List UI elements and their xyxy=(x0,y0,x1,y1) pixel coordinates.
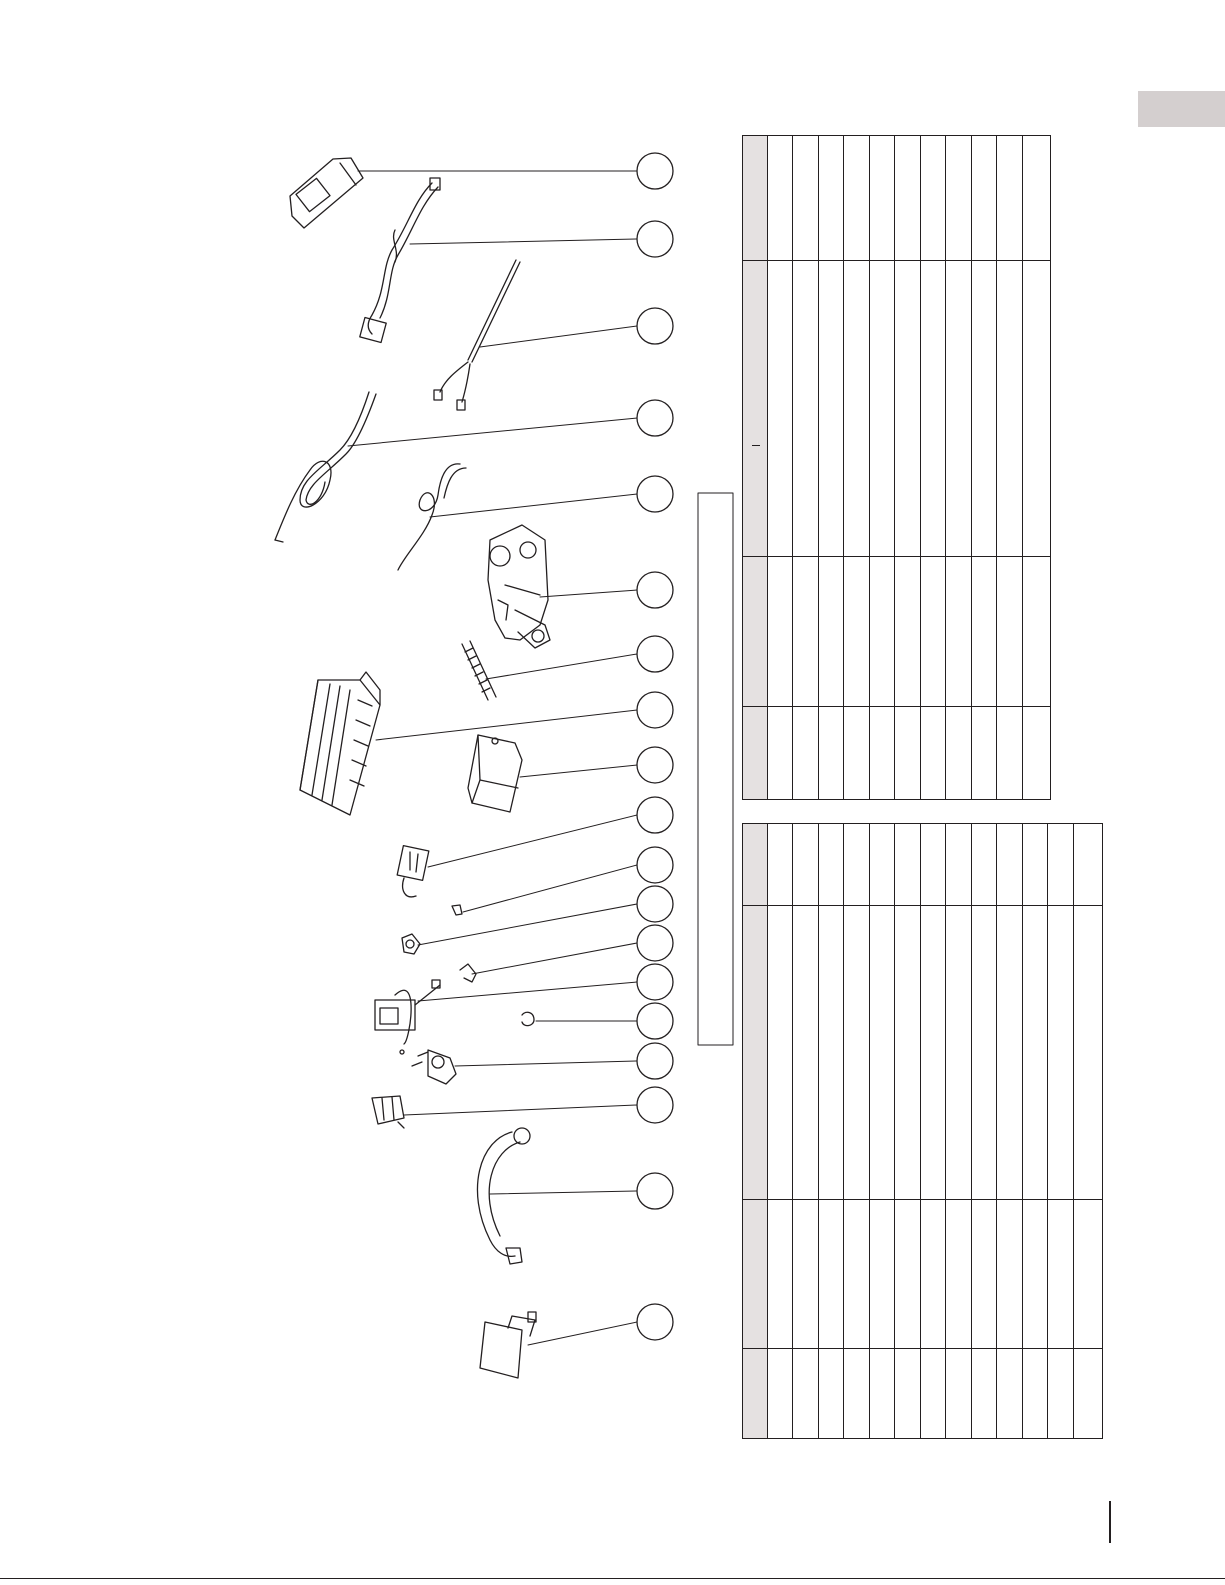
callout-circle-13 xyxy=(637,925,673,961)
bracket-clip-part xyxy=(460,964,476,982)
leader-line-17 xyxy=(404,1105,637,1115)
leader-line-9 xyxy=(520,765,637,777)
gas-valve-part xyxy=(488,525,550,648)
table-shade-column xyxy=(743,824,767,1438)
control-module-part xyxy=(300,672,380,815)
leader-line-16 xyxy=(455,1061,637,1066)
leader-line-13 xyxy=(472,943,637,974)
switch-part xyxy=(397,846,429,897)
callout-circle-16 xyxy=(637,1043,673,1079)
flexible-hose-part xyxy=(275,392,376,542)
callout-circle-9 xyxy=(637,747,673,783)
dash-mark xyxy=(752,445,760,446)
callout-circle-2 xyxy=(637,221,673,257)
small-ring-part xyxy=(522,1012,534,1025)
leader-line-3 xyxy=(480,326,637,347)
small-clip-part xyxy=(452,905,462,915)
callout-circle-1 xyxy=(637,153,673,189)
terminal-block-part xyxy=(372,1096,404,1128)
fitting-nut-part xyxy=(402,934,420,954)
leader-line-6 xyxy=(540,590,637,597)
callout-circle-10 xyxy=(637,797,673,833)
leader-line-4 xyxy=(348,418,637,446)
callout-circle-6 xyxy=(637,572,673,608)
callout-circle-18 xyxy=(637,1173,673,1209)
callout-circle-3 xyxy=(637,308,673,344)
callout-circle-15 xyxy=(637,1003,673,1039)
callout-circle-14 xyxy=(637,964,673,1000)
callout-circle-8 xyxy=(637,692,673,728)
leader-line-19 xyxy=(528,1322,637,1345)
leader-line-10 xyxy=(428,815,637,867)
leader-line-7 xyxy=(486,654,637,679)
parts-table-upper xyxy=(742,135,1051,800)
transformer-part xyxy=(375,980,440,1054)
battery-cover-part xyxy=(468,735,522,812)
sensor-probe-part xyxy=(434,260,520,410)
callout-circle-17 xyxy=(637,1087,673,1123)
callout-circle-11 xyxy=(637,847,673,883)
curved-flex-line-part xyxy=(477,1128,530,1264)
page-number-rule xyxy=(1109,1501,1111,1543)
footer-rule xyxy=(0,1578,1225,1579)
leader-line-14 xyxy=(418,982,637,1001)
leader-line-8 xyxy=(376,710,637,740)
shutoff-valve-part xyxy=(412,1050,456,1084)
callout-circle-19 xyxy=(637,1304,673,1340)
remote-handset-part xyxy=(290,158,363,228)
callout-circle-5 xyxy=(637,476,673,512)
language-tab xyxy=(1138,91,1225,127)
parts-table-lower xyxy=(742,823,1103,1439)
leader-line-18 xyxy=(490,1191,637,1194)
leader-line-5 xyxy=(430,494,637,517)
table-shade-column xyxy=(743,136,767,799)
callout-circle-7 xyxy=(637,636,673,672)
wiring-harness-part xyxy=(360,178,440,343)
threaded-rod-part xyxy=(462,641,496,700)
callout-frame xyxy=(698,493,733,1045)
callout-circle-4 xyxy=(637,400,673,436)
leader-line-2 xyxy=(410,239,637,244)
callout-circle-12 xyxy=(637,886,673,922)
leader-line-11 xyxy=(463,865,637,912)
leader-line-12 xyxy=(418,904,637,945)
